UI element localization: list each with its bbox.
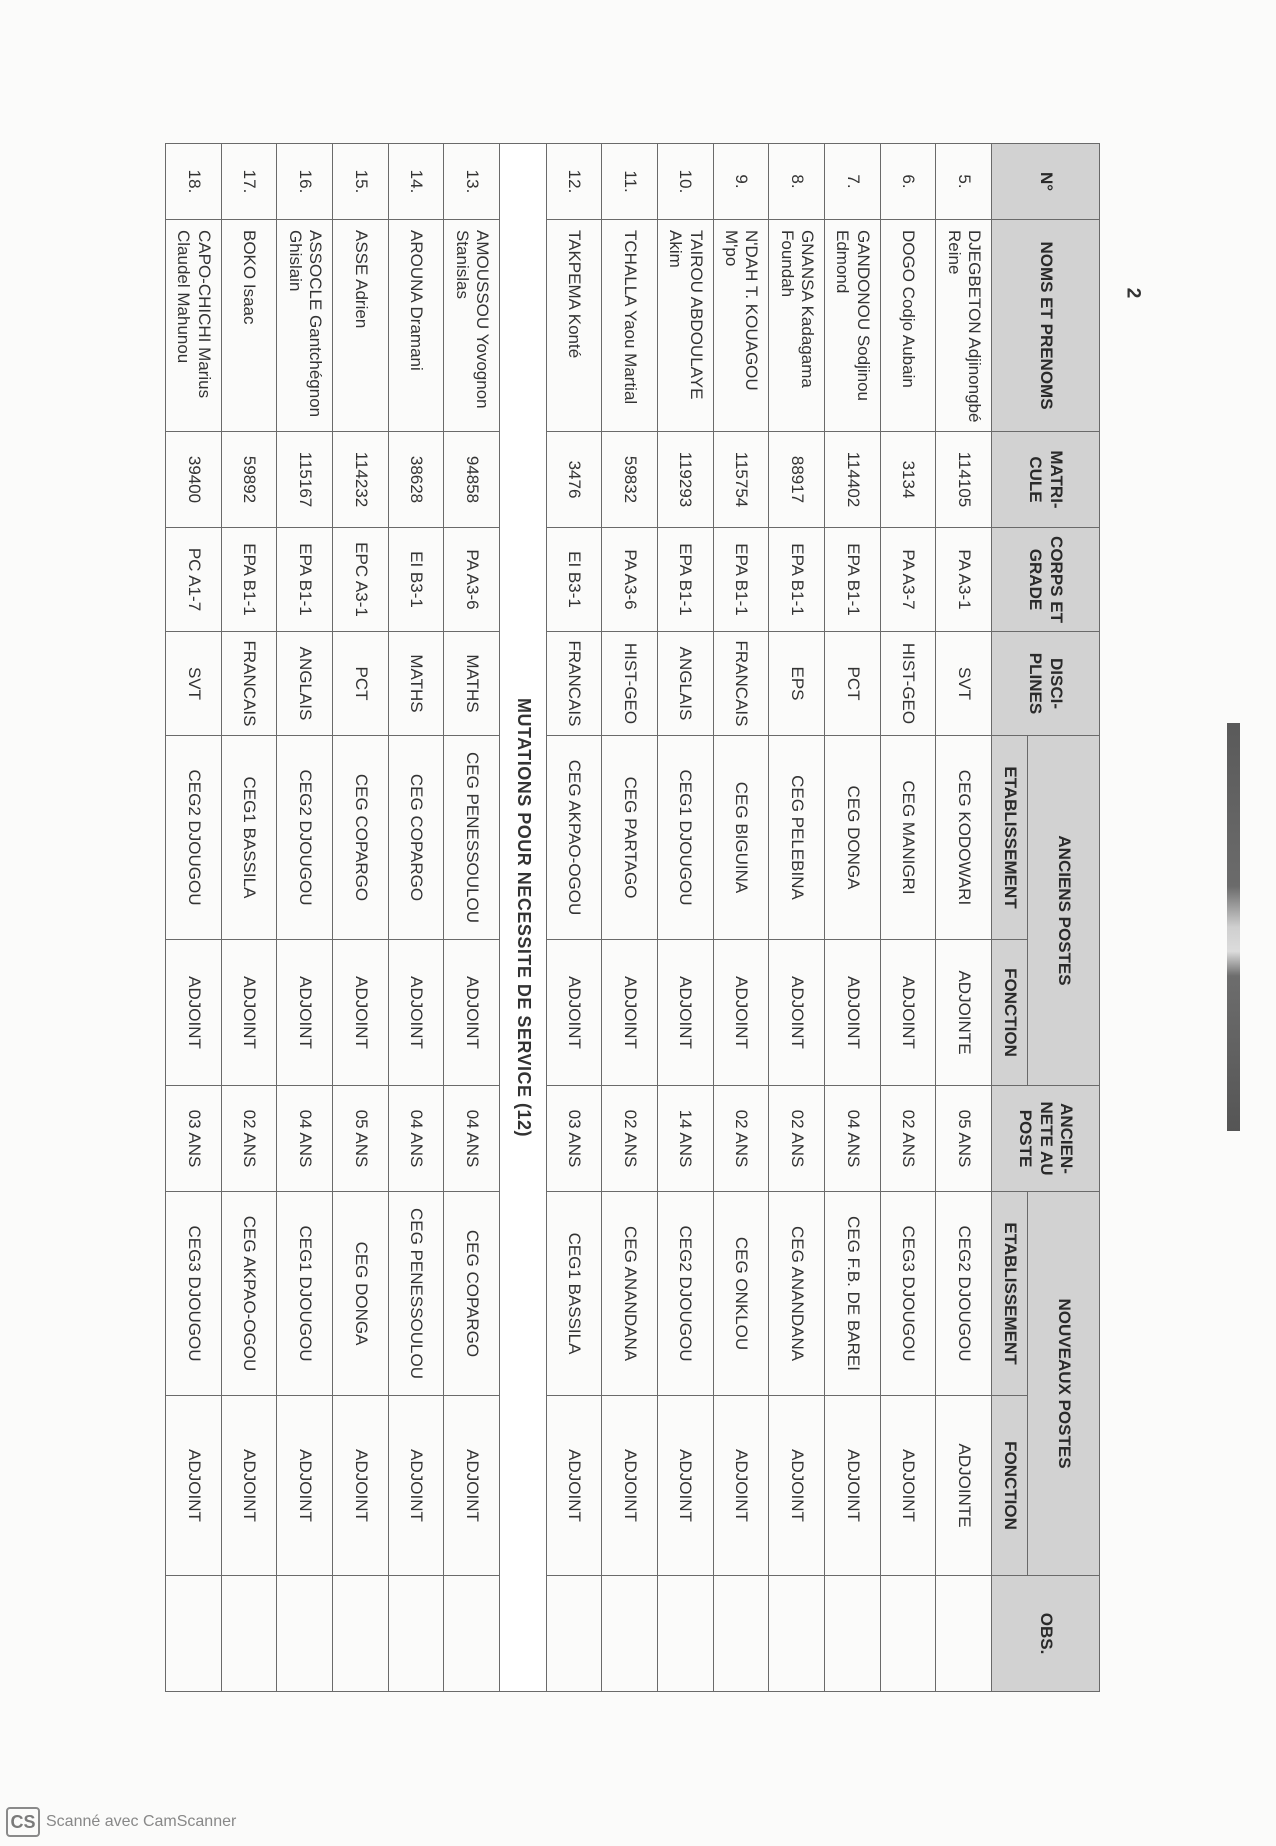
cell-anc-etab: CEG2 DJOUGOU xyxy=(166,736,222,940)
table-row xyxy=(713,144,769,1692)
cell-no: 12. xyxy=(546,144,602,220)
cell-nouv-fonction: ADJOINTE xyxy=(936,1396,992,1576)
cell-nom: DOGO Codjo Aubain xyxy=(880,220,936,432)
cell-anc-fonction: ADJOINT xyxy=(221,940,277,1086)
cell-matricule: 39400 xyxy=(166,432,222,528)
rotated-table-container xyxy=(165,143,1100,1691)
cell-matricule: 114105 xyxy=(936,432,992,528)
cell-anc-fonction: ADJOINT xyxy=(444,940,500,1086)
cell-discipline: PCT xyxy=(824,632,880,736)
table-row xyxy=(657,144,713,1692)
cell-nouv-etab: CEG AKPAO-OGOU xyxy=(221,1192,277,1396)
table-row xyxy=(936,144,992,1692)
cell-nouv-fonction: ADJOINT xyxy=(657,1396,713,1576)
cell-anc-etab: CEG PARTAGO xyxy=(602,736,658,940)
cell-no: 17. xyxy=(221,144,277,220)
cell-anciennete: 04 ANS xyxy=(277,1086,333,1192)
cell-corps: EPA B1-1 xyxy=(657,528,713,632)
cell-anc-etab: CEG KODOWARI xyxy=(936,736,992,940)
cell-anciennete: 05 ANS xyxy=(936,1086,992,1192)
cell-discipline: HIST-GEO xyxy=(880,632,936,736)
header-anc-etablissement: ETABLISSEMENT xyxy=(992,736,1028,940)
cell-discipline: FRANCAIS xyxy=(546,632,602,736)
cell-no: 7. xyxy=(824,144,880,220)
cell-nouv-fonction: ADJOINT xyxy=(824,1396,880,1576)
cell-corps: EPA B1-1 xyxy=(769,528,825,632)
cell-discipline: ANGLAIS xyxy=(657,632,713,736)
cell-anc-etab: CEG COPARGO xyxy=(388,736,444,940)
cell-anciennete: 05 ANS xyxy=(333,1086,389,1192)
cell-corps: EI B3-1 xyxy=(546,528,602,632)
cell-anciennete: 04 ANS xyxy=(388,1086,444,1192)
header-noms: NOMS ET PRENOMS xyxy=(992,220,1100,432)
cell-obs xyxy=(602,1576,658,1692)
cell-nouv-etab: CEG F.B. DE BAREI xyxy=(824,1192,880,1396)
cell-anc-etab: CEG2 DJOUGOU xyxy=(277,736,333,940)
cell-obs xyxy=(221,1576,277,1692)
cell-no: 8. xyxy=(769,144,825,220)
cell-matricule: 115754 xyxy=(713,432,769,528)
cell-matricule: 119293 xyxy=(657,432,713,528)
table-row xyxy=(546,144,602,1692)
cell-matricule: 38628 xyxy=(388,432,444,528)
header-obs: OBS. xyxy=(992,1576,1100,1692)
cell-no: 15. xyxy=(333,144,389,220)
cell-anciennete: 04 ANS xyxy=(824,1086,880,1192)
cell-anc-fonction: ADJOINT xyxy=(657,940,713,1086)
cell-anc-fonction: ADJOINT xyxy=(769,940,825,1086)
cell-discipline: MATHS xyxy=(444,632,500,736)
cell-anciennete: 02 ANS xyxy=(713,1086,769,1192)
cell-no: 14. xyxy=(388,144,444,220)
header-anciennete: ANCIEN-NETE AU POSTE xyxy=(992,1086,1100,1192)
cell-anc-fonction: ADJOINTE xyxy=(936,940,992,1086)
cell-nouv-fonction: ADJOINT xyxy=(546,1396,602,1576)
cell-nom: TAIROU ABDOULAYE Akim xyxy=(657,220,713,432)
cell-nouv-etab: CEG ANANDANA xyxy=(769,1192,825,1396)
cell-nom: TAKPEMA Konté xyxy=(546,220,602,432)
table-row xyxy=(824,144,880,1692)
cell-nouv-etab: CEG2 DJOUGOU xyxy=(936,1192,992,1396)
cell-nouv-fonction: ADJOINT xyxy=(166,1396,222,1576)
cell-matricule: 59832 xyxy=(602,432,658,528)
cell-nom: BOKO Isaac xyxy=(221,220,277,432)
camscanner-logo-icon: CS xyxy=(6,1807,40,1837)
cell-nouv-etab: CEG DONGA xyxy=(333,1192,389,1396)
cell-nouv-etab: CEG1 DJOUGOU xyxy=(277,1192,333,1396)
mutations-table xyxy=(165,143,1100,1692)
table-row xyxy=(166,144,222,1692)
cell-anc-fonction: ADJOINT xyxy=(333,940,389,1086)
cell-anciennete: 03 ANS xyxy=(166,1086,222,1192)
table-row xyxy=(388,144,444,1692)
table-row xyxy=(602,144,658,1692)
header-anciens-postes: ANCIENS POSTES xyxy=(1028,736,1100,1086)
cell-nouv-fonction: ADJOINT xyxy=(713,1396,769,1576)
cell-nom: AROUNA Dramani xyxy=(388,220,444,432)
cell-anc-etab: CEG MANIGRI xyxy=(880,736,936,940)
cell-corps: EI B3-1 xyxy=(388,528,444,632)
cell-discipline: SVT xyxy=(166,632,222,736)
header-matricule: MATRI-CULE xyxy=(992,432,1100,528)
cell-nouv-fonction: ADJOINT xyxy=(388,1396,444,1576)
cell-nouv-etab: CEG PENESSOULOU xyxy=(388,1192,444,1396)
cell-no: 5. xyxy=(936,144,992,220)
table-row xyxy=(221,144,277,1692)
cell-nouv-fonction: ADJOINT xyxy=(444,1396,500,1576)
header-nouv-fonction: FONCTION xyxy=(992,1396,1028,1576)
cell-anc-etab: CEG AKPAO-OGOU xyxy=(546,736,602,940)
cell-discipline: FRANCAIS xyxy=(221,632,277,736)
cell-anc-etab: CEG BIGUINA xyxy=(713,736,769,940)
cell-anc-fonction: ADJOINT xyxy=(546,940,602,1086)
table-header xyxy=(992,144,1100,1692)
cell-obs xyxy=(657,1576,713,1692)
cell-nom: AMOUSSOU Yovognon Stanislas xyxy=(444,220,500,432)
cell-nouv-fonction: ADJOINT xyxy=(602,1396,658,1576)
cell-nouv-etab: CEG2 DJOUGOU xyxy=(657,1192,713,1396)
cell-obs xyxy=(444,1576,500,1692)
cell-obs xyxy=(824,1576,880,1692)
cell-matricule: 114402 xyxy=(824,432,880,528)
cell-corps: EPA B1-1 xyxy=(221,528,277,632)
cell-matricule: 114232 xyxy=(333,432,389,528)
cell-obs xyxy=(277,1576,333,1692)
cell-anciennete: 02 ANS xyxy=(221,1086,277,1192)
cell-anc-etab: CEG COPARGO xyxy=(333,736,389,940)
table-row xyxy=(444,144,500,1692)
cell-nom: TCHALLA Yaou Martial xyxy=(602,220,658,432)
cell-nouv-etab: CEG COPARGO xyxy=(444,1192,500,1396)
cell-nouv-fonction: ADJOINT xyxy=(880,1396,936,1576)
cell-obs xyxy=(769,1576,825,1692)
cell-anciennete: 02 ANS xyxy=(769,1086,825,1192)
cell-corps: PA A3-7 xyxy=(880,528,936,632)
header-corps: CORPS ET GRADE xyxy=(992,528,1100,632)
cell-nom: DJEGBETON Adjinongbé Reine xyxy=(936,220,992,432)
section-title: MUTATIONS POUR NECESSITE DE SERVICE (12) xyxy=(500,144,547,1692)
table-row xyxy=(880,144,936,1692)
cell-no: 13. xyxy=(444,144,500,220)
cell-corps: EPC A3-1 xyxy=(333,528,389,632)
cell-obs xyxy=(546,1576,602,1692)
cell-corps: PA A3-6 xyxy=(444,528,500,632)
table-row xyxy=(333,144,389,1692)
scan-edge-bar xyxy=(1227,723,1240,1131)
cell-corps: EPA B1-1 xyxy=(713,528,769,632)
cell-anc-etab: CEG DONGA xyxy=(824,736,880,940)
cell-anc-etab: CEG PELEBINA xyxy=(769,736,825,940)
cell-obs xyxy=(166,1576,222,1692)
cell-obs xyxy=(936,1576,992,1692)
header-anc-fonction: FONCTION xyxy=(992,940,1028,1086)
scanner-footer xyxy=(6,1807,236,1837)
cell-anciennete: 02 ANS xyxy=(602,1086,658,1192)
cell-anciennete: 04 ANS xyxy=(444,1086,500,1192)
cell-anc-etab: CEG1 DJOUGOU xyxy=(657,736,713,940)
cell-anciennete: 14 ANS xyxy=(657,1086,713,1192)
cell-nom: GNANSA Kadagama Foundah xyxy=(769,220,825,432)
cell-no: 9. xyxy=(713,144,769,220)
cell-nom: ASSE Adrien xyxy=(333,220,389,432)
cell-anciennete: 03 ANS xyxy=(546,1086,602,1192)
cell-obs xyxy=(713,1576,769,1692)
cell-nouv-etab: CEG ONKLOU xyxy=(713,1192,769,1396)
cell-matricule: 3476 xyxy=(546,432,602,528)
cell-discipline: ANGLAIS xyxy=(277,632,333,736)
cell-corps: PA A3-6 xyxy=(602,528,658,632)
cell-no: 18. xyxy=(166,144,222,220)
cell-nouv-etab: CEG3 DJOUGOU xyxy=(166,1192,222,1396)
cell-nom: N'DAH T. KOUAGOU M'po xyxy=(713,220,769,432)
cell-anc-etab: CEG1 BASSILA xyxy=(221,736,277,940)
cell-anc-fonction: ADJOINT xyxy=(824,940,880,1086)
cell-anciennete: 02 ANS xyxy=(880,1086,936,1192)
cell-discipline: SVT xyxy=(936,632,992,736)
cell-obs xyxy=(880,1576,936,1692)
cell-anc-fonction: ADJOINT xyxy=(602,940,658,1086)
cell-anc-fonction: ADJOINT xyxy=(713,940,769,1086)
cell-discipline: EPS xyxy=(769,632,825,736)
cell-matricule: 94858 xyxy=(444,432,500,528)
cell-discipline: HIST-GEO xyxy=(602,632,658,736)
cell-no: 16. xyxy=(277,144,333,220)
table-row xyxy=(277,144,333,1692)
footer-text: Scanné avec CamScanner xyxy=(46,1813,237,1830)
cell-anc-fonction: ADJOINT xyxy=(388,940,444,1086)
cell-corps: PC A1-7 xyxy=(166,528,222,632)
cell-nouv-fonction: ADJOINT xyxy=(769,1396,825,1576)
cell-no: 6. xyxy=(880,144,936,220)
cell-nouv-fonction: ADJOINT xyxy=(277,1396,333,1576)
cell-no: 11. xyxy=(602,144,658,220)
cell-discipline: PCT xyxy=(333,632,389,736)
cell-anc-fonction: ADJOINT xyxy=(166,940,222,1086)
cell-discipline: FRANCAIS xyxy=(713,632,769,736)
header-disciplines: DISCI-PLINES xyxy=(992,632,1100,736)
cell-anc-fonction: ADJOINT xyxy=(277,940,333,1086)
cell-nom: CAPO-CHICHI Marius Claudel Mahunou xyxy=(166,220,222,432)
cell-nouv-fonction: ADJOINT xyxy=(333,1396,389,1576)
cell-nouv-fonction: ADJOINT xyxy=(221,1396,277,1576)
cell-nouv-etab: CEG1 BASSILA xyxy=(546,1192,602,1396)
cell-anc-fonction: ADJOINT xyxy=(880,940,936,1086)
cell-nouv-etab: CEG3 DJOUGOU xyxy=(880,1192,936,1396)
cell-matricule: 3134 xyxy=(880,432,936,528)
cell-obs xyxy=(333,1576,389,1692)
cell-nouv-etab: CEG ANANDANA xyxy=(602,1192,658,1396)
header-nouv-etablissement: ETABLISSEMENT xyxy=(992,1192,1028,1396)
cell-nom: GANDONOU Sodjinou Edmond xyxy=(824,220,880,432)
cell-no: 10. xyxy=(657,144,713,220)
cell-corps: EPA B1-1 xyxy=(824,528,880,632)
cell-matricule: 115167 xyxy=(277,432,333,528)
cell-corps: PA A3-1 xyxy=(936,528,992,632)
cell-obs xyxy=(388,1576,444,1692)
cell-anc-etab: CEG PENESSOULOU xyxy=(444,736,500,940)
cell-discipline: MATHS xyxy=(388,632,444,736)
cell-nom: ASSOCLE Gantchégnon Ghislain xyxy=(277,220,333,432)
section-row xyxy=(500,144,547,1692)
cell-matricule: 59892 xyxy=(221,432,277,528)
cell-corps: EPA B1-1 xyxy=(277,528,333,632)
header-no: N° xyxy=(992,144,1100,220)
header-nouveaux-postes: NOUVEAUX POSTES xyxy=(1028,1192,1100,1576)
cell-matricule: 88917 xyxy=(769,432,825,528)
table-row xyxy=(769,144,825,1692)
page-number: 2 xyxy=(1122,287,1144,299)
